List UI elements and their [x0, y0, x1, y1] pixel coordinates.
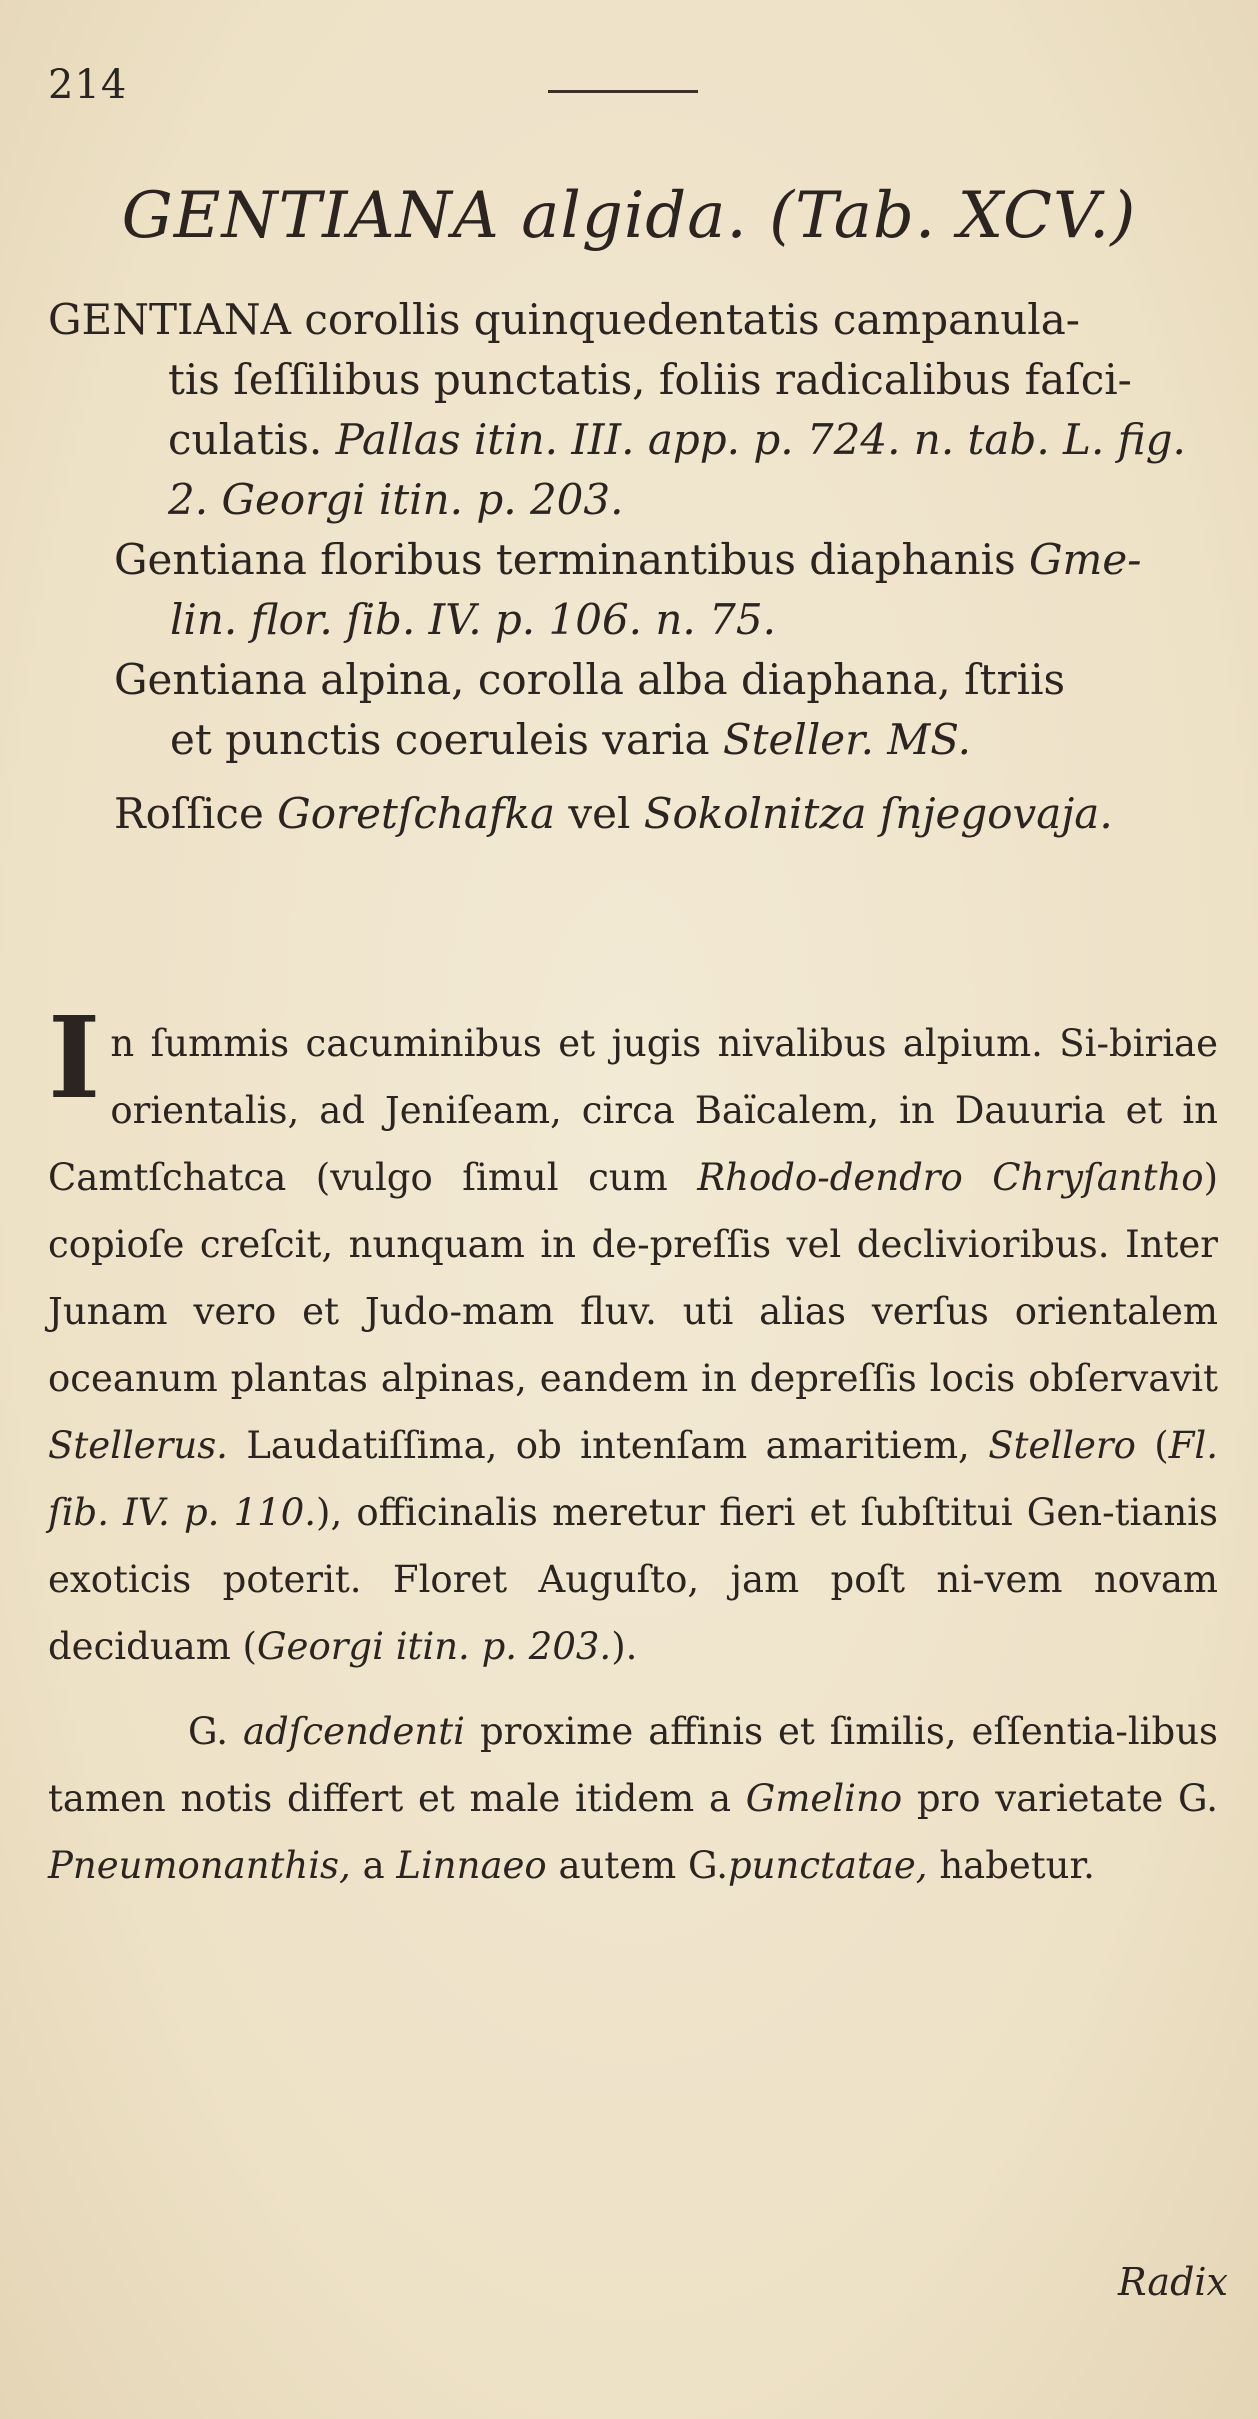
page-number: 214 [48, 62, 128, 108]
synonym-reference: Gme- [1029, 535, 1142, 584]
paragraph-habitat [48, 993, 1219, 1680]
paragraph-text: ), officinalis meretur fieri et ſubſtitui Gen-tianis exoticis poterit. Floret Auguſto, jam poſt ni-vem novam deciduam ( [48, 1491, 1219, 1668]
synonym-text: corollis quinquedentatis campanula- [304, 295, 1080, 344]
synonymy [48, 290, 1218, 844]
synonym-text: et punctis coeruleis varia [170, 715, 710, 764]
paragraph-text: a [362, 1844, 385, 1887]
paragraph-text: autem G. [558, 1844, 728, 1887]
paragraph-italic: Georgi itin. p. 203. [257, 1625, 612, 1668]
paragraph-text: G. [188, 1710, 228, 1753]
synonym-entry [114, 650, 1218, 770]
title-species: algida. [521, 179, 748, 253]
synonym-reference: Goretſchafka [277, 789, 556, 838]
header-rule [548, 90, 698, 93]
synonym-text: culatis. [168, 415, 323, 464]
page-header [0, 58, 1258, 118]
paragraph-italic: Rhodo-dendro Chryſantho [697, 1156, 1204, 1199]
synonym-entry [114, 784, 1218, 844]
synonym-reference: Steller. MS. [722, 715, 971, 764]
species-title [0, 176, 1258, 256]
paragraph-text: ( [1154, 1424, 1169, 1467]
paragraph-italic: Linnaeo [396, 1844, 547, 1887]
paragraph-italic: Pneumonanthis, [48, 1844, 351, 1887]
paragraph-text: Laudatiſſima, ob intenſam amaritiem, [246, 1424, 970, 1467]
synonym-text: vel [568, 789, 631, 838]
paragraph-italic: Stellero [988, 1424, 1136, 1467]
paragraph-text: ). [611, 1625, 638, 1668]
title-tab: (Tab. XCV.) [769, 179, 1137, 253]
paragraph-text: proxime affinis et ſimilis, eſſentia-libus tamen notis differt et male itidem a [48, 1710, 1219, 1820]
synonym-text: Gentiana alpina, corolla alba diaphana, ſtriis [114, 655, 1066, 704]
synonym-reference: Georgi itin. p. 203. [221, 475, 624, 524]
synonym-reference: Sokolnitza ſnjegovaja. [643, 789, 1113, 838]
paragraph-text: habetur. [939, 1844, 1095, 1887]
paragraph-text: ) copioſe creſcit, nunquam in de-preſſis vel declivioribus. Inter Junam vero et Judo-mam fluv. uti alias verſus orientalem oceanum plantas alpinas, eandem in depreſſis locis obſervavit [48, 1156, 1218, 1400]
paragraph-italic: Fl. ſib. IV. p. 110. [48, 1424, 1218, 1534]
catchword: Radix [1117, 2260, 1228, 2304]
paragraph-text: n ſummis cacuminibus et jugis nivalibus alpium. Si-biriae orientalis, ad Jeniſeam, circa Baïcalem, in Dauuria et in Camtſchatca (vulgo ſimul cum [48, 1022, 1218, 1199]
synonym-reference: lin. flor. ſib. IV. p. 106. n. 75. [170, 595, 776, 644]
paragraph-italic: Gmelino [745, 1777, 903, 1820]
synonym-genus: GENTIANA [48, 295, 291, 344]
synonym-text: Roſſice [114, 789, 264, 838]
synonym-text: tis ſeſſilibus punctatis, foliis radicalibus faſci- [168, 355, 1132, 404]
synonym-reference: Pallas itin. III. app. p. 724. n. tab. [335, 415, 1050, 464]
synonym-entry [114, 530, 1218, 650]
title-genus: GENTIANA [121, 179, 500, 253]
drop-cap: I [48, 993, 101, 1124]
paragraph-text: pro varietate G. [916, 1777, 1218, 1820]
paragraph-italic: punctatae, [727, 1844, 928, 1887]
synonym-entry [48, 290, 1218, 530]
synonym-reference: L. fig. 2. [168, 415, 1186, 524]
synonym-text: Gentiana floribus terminantibus diaphanis [114, 535, 1016, 584]
body-text [48, 993, 1219, 1936]
paragraph-italic: adſcendenti [242, 1710, 465, 1753]
paragraph-italic: Stellerus. [48, 1424, 228, 1467]
paragraph-affinity [48, 1698, 1218, 1899]
